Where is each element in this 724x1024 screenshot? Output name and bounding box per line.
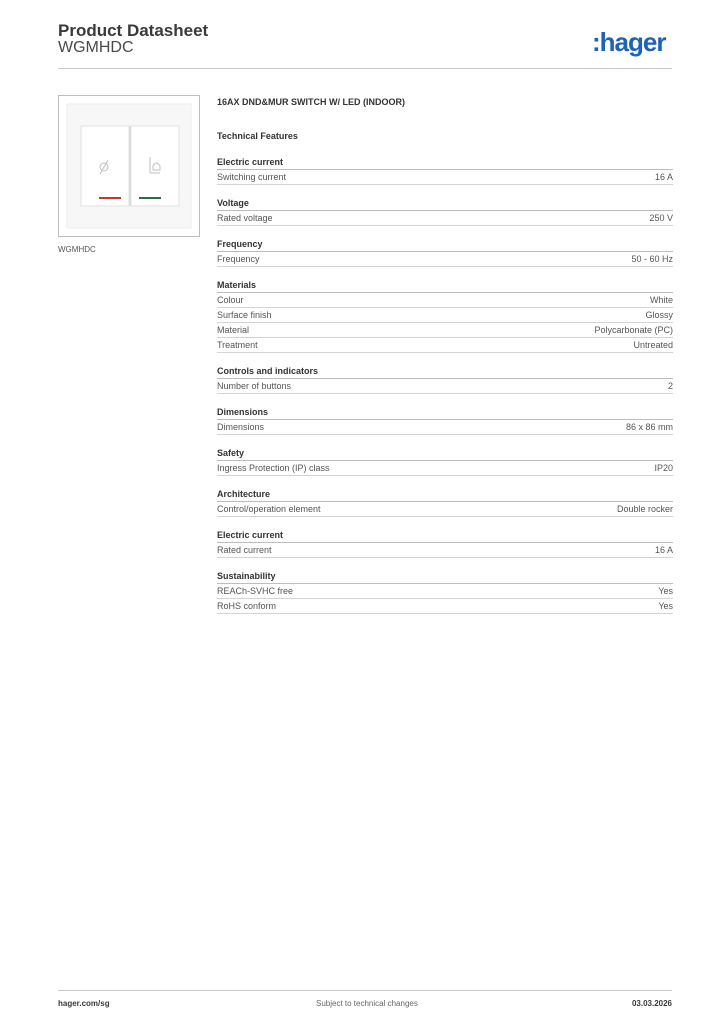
spec-section	[217, 197, 673, 226]
spec-section	[217, 238, 673, 267]
spec-value: 250 V	[649, 213, 673, 223]
spec-label: Treatment	[217, 340, 258, 350]
product-reference: WGMHDC	[58, 39, 134, 56]
spec-label: REACh-SVHC free	[217, 586, 294, 596]
spec-row	[217, 461, 673, 476]
spec-section-title: Sustainability	[217, 570, 673, 584]
spec-row	[217, 170, 673, 185]
spec-section	[217, 156, 673, 185]
spec-row	[217, 420, 673, 435]
green-led-indicator	[139, 197, 161, 199]
spec-section-title: Controls and indicators	[217, 365, 673, 379]
spec-section	[217, 279, 673, 353]
header-divider	[58, 68, 672, 69]
spec-value: Double rocker	[616, 504, 673, 514]
switch-illustration	[59, 96, 199, 236]
spec-value: IP20	[654, 463, 673, 473]
spec-section	[217, 447, 673, 476]
spec-row	[217, 338, 673, 353]
spec-label: Switching current	[217, 172, 287, 182]
footer-website: hager.com/sg	[58, 999, 110, 1008]
spec-section-title: Dimensions	[217, 406, 673, 420]
spec-row	[217, 211, 673, 226]
footer-date: 03.03.2026	[631, 999, 672, 1008]
features-heading: Technical Features	[217, 131, 298, 141]
product-name: 16AX DND&MUR SWITCH W/ LED (INDOOR)	[217, 97, 405, 107]
spec-row	[217, 543, 673, 558]
spec-row	[217, 584, 673, 599]
spec-row	[217, 308, 673, 323]
spec-value: 16 A	[654, 545, 673, 555]
spec-row	[217, 323, 673, 338]
spec-section	[217, 406, 673, 435]
hager-logo	[592, 28, 676, 58]
spec-value: 2	[667, 381, 673, 391]
spec-value: 16 A	[654, 172, 673, 182]
spec-row	[217, 293, 673, 308]
spec-value: 50 - 60 Hz	[631, 254, 673, 264]
spec-section-title: Safety	[217, 447, 673, 461]
spec-label: Frequency	[217, 254, 260, 264]
spec-section-title: Electric current	[217, 156, 673, 170]
footer-divider	[58, 990, 672, 991]
spec-label: RoHS conform	[217, 601, 277, 611]
product-image	[58, 95, 200, 237]
spec-label: Number of buttons	[217, 381, 292, 391]
spec-value: Glossy	[645, 310, 673, 320]
spec-label: Material	[217, 325, 250, 335]
page-title: Product Datasheet	[58, 21, 209, 40]
spec-row	[217, 502, 673, 517]
spec-section	[217, 529, 673, 558]
spec-label: Ingress Protection (IP) class	[217, 463, 330, 473]
spec-label: Control/operation element	[217, 504, 321, 514]
spec-section-title: Electric current	[217, 529, 673, 543]
spec-section-title: Architecture	[217, 488, 673, 502]
spec-label: Colour	[217, 295, 244, 305]
red-led-indicator	[99, 197, 121, 199]
spec-label: Surface finish	[217, 310, 272, 320]
spec-value: Yes	[658, 601, 673, 611]
specification-panel	[217, 96, 673, 614]
spec-row	[217, 599, 673, 614]
svg-text::hager: :hager	[592, 28, 666, 57]
spec-value: Yes	[658, 586, 673, 596]
spec-label: Dimensions	[217, 422, 265, 432]
spec-value: Untreated	[633, 340, 673, 350]
spec-section	[217, 365, 673, 394]
spec-label: Rated voltage	[217, 213, 273, 223]
spec-row	[217, 379, 673, 394]
spec-row	[217, 252, 673, 267]
product-image-caption: WGMHDC	[58, 245, 96, 254]
footer-notice: Subject to technical changes	[316, 999, 418, 1008]
spec-section-title: Voltage	[217, 197, 673, 211]
spec-value: 86 x 86 mm	[625, 422, 673, 432]
spec-section-title: Materials	[217, 279, 673, 293]
spec-value: Polycarbonate (PC)	[594, 325, 673, 335]
spec-value: White	[649, 295, 673, 305]
spec-label: Rated current	[217, 545, 272, 555]
spec-section	[217, 488, 673, 517]
spec-section	[217, 570, 673, 614]
spec-sections	[217, 156, 673, 614]
spec-section-title: Frequency	[217, 238, 673, 252]
